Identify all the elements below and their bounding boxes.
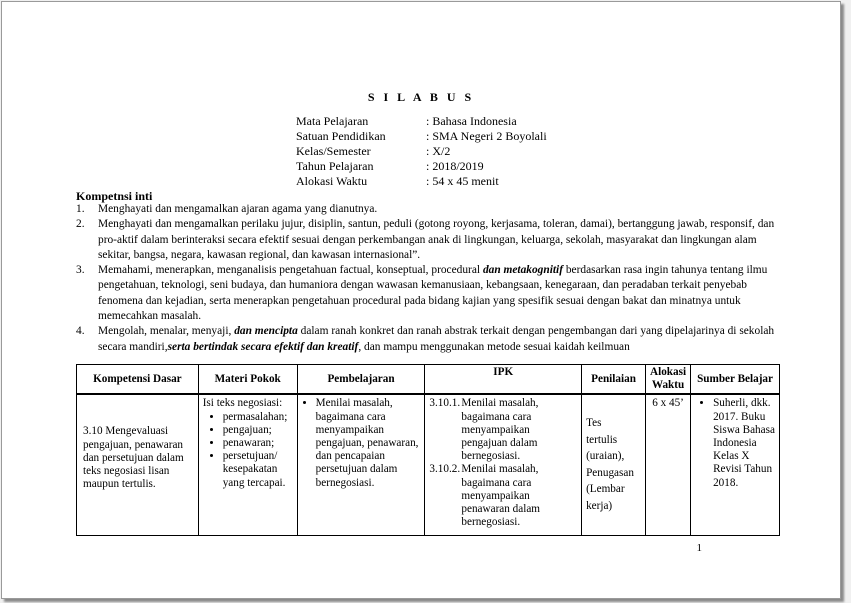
sumber-list (695, 397, 775, 489)
column-header: IPK (425, 365, 582, 395)
column-header: Kompetensi Dasar (77, 365, 199, 395)
item-number: 2. (76, 218, 85, 231)
materi-list (203, 411, 293, 490)
table-header-row (77, 365, 780, 395)
info-row (296, 114, 547, 129)
info-value: : 54 x 45 menit (426, 174, 499, 188)
info-label: Satuan Pendidikan (296, 129, 386, 143)
ipk-number: 3.10.2. (429, 463, 461, 476)
core-competency-item (76, 217, 778, 263)
syllabus-table (76, 364, 780, 536)
info-value: : Bahasa Indonesia (426, 114, 517, 128)
core-competency-item (76, 263, 778, 324)
pembelajaran-cell (297, 394, 425, 536)
penilaian-line: (uraian), (586, 450, 625, 463)
list-item: • pengajuan; (223, 424, 293, 437)
kd-text: 3.10 Mengevaluasi pengajuan, penawaran dan persetujuan dalam teks negosiasi lisan maupun tertulis. (83, 425, 184, 491)
item-text (98, 263, 778, 324)
emphasis-text: dan mencipta (234, 325, 298, 338)
emphasis-text: serta bertindak secara efektif dan kreatif (167, 340, 359, 353)
item-text (98, 202, 778, 217)
item-number: 3. (76, 264, 85, 277)
document-title: S I L A B U S (367, 90, 475, 104)
info-row (296, 144, 547, 159)
info-label: Alokasi Waktu (296, 174, 368, 188)
core-competency-list (76, 202, 778, 355)
alokasi-cell (646, 394, 691, 536)
info-value: : X/2 (426, 144, 451, 158)
table-row (77, 394, 780, 536)
materi-intro: Isi teks negosiasi: (202, 397, 283, 410)
penilaian-cell (582, 394, 646, 536)
page-number: 1 (696, 542, 702, 554)
column-header: Alokasi Waktu (646, 365, 691, 395)
text-part: berdasarkan rasa ingin tahunya tentang ilmu pengetahuan, teknologi, seni budaya, dan humaniora dengan wawasan kemanusiaan, kebangsaan, kenegaraan, dan peradaban terkait penyebab fenomena dan kejadian, serta menerapkan pengetahuan procedural pada bidang kajian yang spesifik sesuai dengan bakat dan minatnya untuk memecahkan masalah. (98, 264, 768, 323)
item-number: 1. (76, 203, 85, 215)
penilaian-line: (Lembar (586, 483, 625, 496)
penilaian-line: kerja) (586, 499, 613, 512)
ipk-item (429, 397, 577, 463)
info-row (296, 174, 547, 189)
info-label: Kelas/Semester (296, 144, 371, 158)
core-competency-item (76, 202, 778, 217)
subject-info (296, 114, 547, 189)
penilaian-line: tertulis (586, 433, 618, 446)
info-row (296, 129, 547, 144)
pembelajaran-list (302, 397, 421, 489)
text-part: dalam ranah konkret dan ranah abstrak terkait dengan pengembangan dari yang dipelajarinya di sekolah secara mandiri, (98, 325, 775, 353)
emphasis-text: dan metakognitif (482, 264, 563, 277)
item-text (98, 324, 778, 355)
item-number: 4. (76, 325, 85, 338)
text-part: Menghayati dan mengamalkan perilaku jujur, disiplin, santun, peduli (gotong royong, kerjasama, toleran, damai), bertanggung jawab, responsif, dan pro-aktif dalam berinteraksi secara efektif sesuai dengan perkembangan anak di lingkungan, keluarga, sekolah, masyarakat dan lingkungan alam sekitar, bangsa, negara, kawasan regional, dan kawasan internasional”. (98, 218, 775, 261)
ipk-text: Menilai masalah, bagaimana cara menyampaikan penawaran dalam bernegosiasi. (461, 463, 540, 529)
kd-cell (77, 394, 199, 536)
info-label: Mata Pelajaran (296, 114, 369, 128)
column-header: Materi Pokok (198, 365, 297, 395)
penilaian-line: Penugasan (586, 466, 634, 479)
list-item: • penawaran; (223, 437, 293, 450)
core-competency-item (76, 324, 778, 355)
text-part: Mengolah, menalar, menyaji, (98, 325, 235, 338)
info-label: Tahun Pelajaran (296, 159, 374, 173)
column-header: Pembelajaran (297, 365, 425, 395)
text-part: Memahami, menerapkan, menganalisis pengetahuan factual, konseptual, procedural (98, 264, 483, 277)
list-item: • Suherli, dkk. 2017. Buku Siswa Bahasa Indonesia Kelas X Revisi Tahun 2018. (713, 397, 775, 489)
document-page (1, 1, 841, 599)
list-item: • persetujuan/ kesepakatan yang tercapai. (223, 450, 293, 490)
info-value: : SMA Negeri 2 Boyolali (426, 129, 547, 143)
list-item: • permasalahan; (223, 411, 293, 424)
materi-cell (198, 394, 297, 536)
text-part: Menghayati dan mengamalkan ajaran agama yang dianutnya. (98, 203, 378, 215)
ipk-text: Menilai masalah, bagaimana cara menyampaikan pengajuan dalam bernegosiasi. (461, 397, 539, 463)
alokasi-text: 6 x 45’ (652, 397, 684, 410)
item-text (98, 217, 778, 263)
core-competency-heading: Kompetnsi inti (76, 189, 153, 203)
ipk-item (429, 463, 577, 529)
text-part: , dan mampu menggunakan metode sesuai kaidah keilmuan (358, 340, 630, 353)
sumber-cell (691, 394, 780, 536)
ipk-number: 3.10.1. (429, 397, 461, 410)
info-row (296, 159, 547, 174)
ipk-cell (425, 394, 582, 536)
penilaian-line: Tes (586, 417, 602, 430)
list-item: • Menilai masalah, bagaimana cara menyampaikan pengajuan, penawaran, dan pencapaian persetujuan dalam bernegosiasi. (316, 397, 421, 489)
info-value: : 2018/2019 (426, 159, 484, 173)
column-header: Sumber Belajar (691, 365, 780, 395)
column-header: Penilaian (582, 365, 646, 395)
